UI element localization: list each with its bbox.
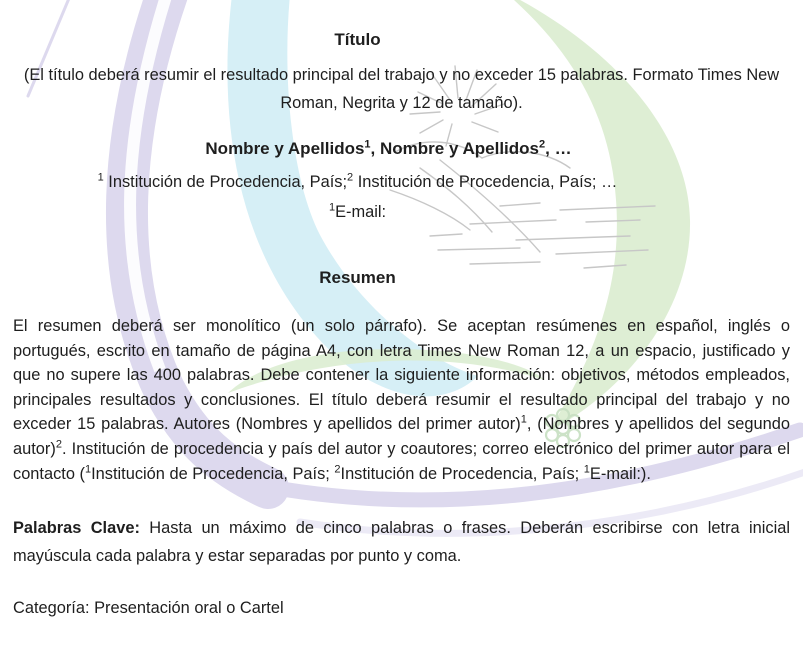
email-line	[13, 198, 790, 226]
authors-suffix: , …	[545, 139, 572, 158]
authors-line	[13, 138, 790, 159]
abstract-heading: Resumen	[319, 268, 396, 287]
affiliations-line	[13, 168, 790, 196]
author-sup-1: 1	[364, 138, 371, 151]
abstract-text-segment: El resumen deberá ser monolítico (un solo párrafo). Se aceptan resúmenes en español, inglés o portugués, escrito en tamaño de página A4, con letra Times New Roman 12, a un espacio, justificado y que no supere las 400 palabras. Debe contener la siguiente información: objetivos, métodos empleados, principales resultados y conclusiones. El título deberá resumir el resultado principal del trabajo y no exceder 15 palabras. Autores (Nombres y apellidos del primer autor)	[13, 317, 790, 434]
abstract-sup: 1	[583, 463, 590, 476]
abstract-text-segment: Institución de Procedencia, País;	[91, 464, 335, 483]
email-label: E-mail:	[335, 203, 387, 221]
author-name-1: Nombre y Apellidos	[205, 139, 365, 158]
affiliation-1: Institución de Procedencia, País;	[103, 173, 348, 191]
category-line: Categoría: Presentación oral o Cartel	[13, 599, 284, 618]
abstract-text-segment: , (Nombres y apellidos del segundo autor)	[13, 415, 790, 458]
author-sup-2: 2	[539, 138, 546, 151]
affiliation-sup-2: 2	[347, 171, 354, 184]
abstract-text-segment: E-mail:).	[589, 464, 651, 483]
abstract-paragraph	[13, 314, 790, 486]
abstract-text-segment: . Institución de procedencia y país del autor y coautores; correo electrónico del primer autor para el contacto (	[13, 439, 790, 483]
abstract-sup: 1	[520, 413, 527, 426]
abstract-sup: 2	[55, 438, 62, 451]
affiliation-2: Institución de Procedencia, País; …	[353, 173, 618, 191]
keywords-paragraph	[13, 514, 790, 570]
abstract-text-segment: Institución de Procedencia, País;	[340, 464, 584, 483]
abstract-sup: 1	[84, 463, 92, 476]
author-name-2: , Nombre y Apellidos	[370, 139, 540, 158]
keywords-label: Palabras Clave:	[13, 519, 140, 538]
affiliation-sup-1: 1	[97, 171, 104, 184]
keywords-text: Hasta un máximo de cinco palabras o frases. Deberán escribirse con letra inicial mayúscula cada palabra y estar separadas por punto y coma.	[13, 519, 791, 566]
email-sup: 1	[328, 201, 336, 214]
abstract-sup: 2	[334, 463, 341, 476]
title-instructions: (El título deberá resumir el resultado principal del trabajo y no exceder 15 palabras. Formato Times New Roman, Negrita y 12 de tamaño).	[23, 66, 780, 112]
title-heading: Título	[334, 30, 381, 49]
